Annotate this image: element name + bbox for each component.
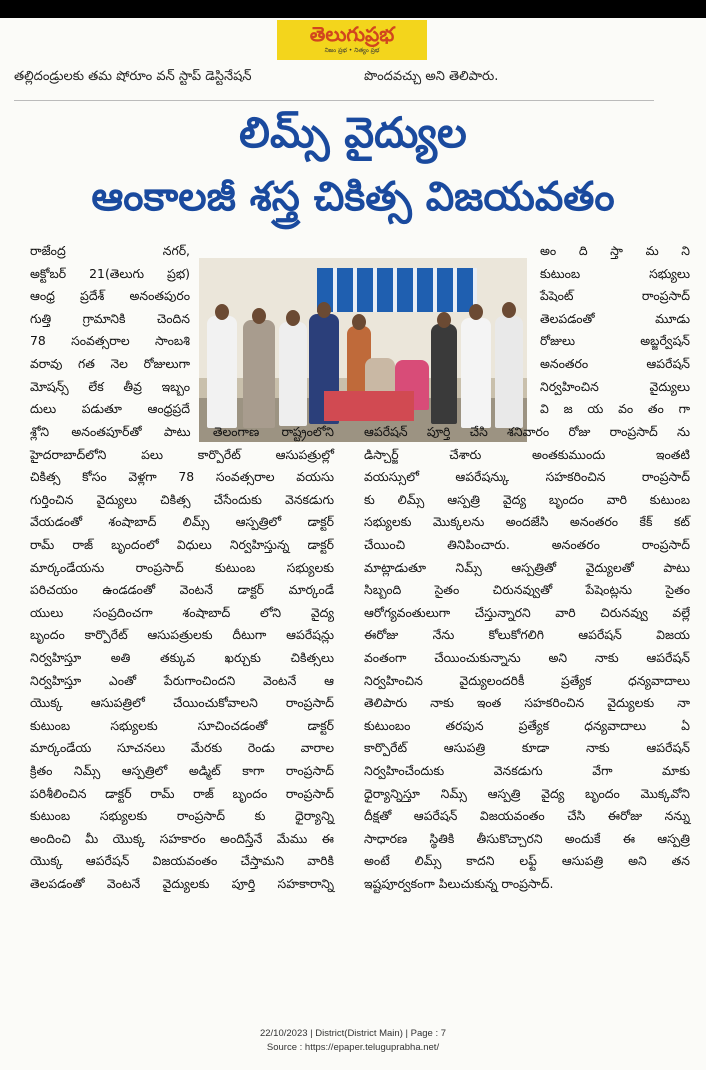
text-line: సభ్యులకు మొక్కలను అందజేసి అనంతరం కేక్ కట్: [364, 514, 690, 530]
text-line: గుర్తించిన వైద్యులు చికిత్స చేసేందుకు వెనకడుగు: [30, 491, 334, 507]
text-line: నిర్వహిస్తూ ఎంతో పేరుగాంచిందని వెంటనే ఆ: [30, 672, 334, 688]
cake-table: [324, 391, 414, 421]
text-line: డిస్చార్జ్ చేశారు అంతకుముందు ఇంతటి: [364, 446, 690, 462]
text-line: కార్పొరేట్ ఆసుపత్రి కూడా నాకు ఆపరేషన్: [364, 740, 690, 756]
text-line: కుటుంబ సభ్యులకు సూచించడంతో డాక్టర్: [30, 717, 334, 733]
text-line: తెలపడంతో వెంటనే వైద్యులకు పూర్తి సహకారాన్ని: [30, 875, 334, 891]
masthead-name: తెలుగుప్రభ: [309, 22, 395, 46]
text-line: మోషన్స్ లేక తీవ్ర ఇబ్బం: [30, 378, 190, 394]
text-line: వరావు గత నెల రోజులుగా: [30, 355, 190, 371]
text-line: మాట్లాడుతూ నిమ్స్ ఆస్పత్రితో వైద్యులతో పాటు: [364, 559, 690, 575]
text-line: బృందం కార్పొరేట్ ఆసుపత్రులకు దీటుగా ఆపరేషన్లు: [30, 627, 334, 643]
text-line: కు లిమ్స్ ఆస్పత్రి వైద్య బృందం వారి కుటుంబ: [364, 491, 690, 507]
footer-date-page: 22/10/2023 | District(District Main) | Page : 7: [259, 1028, 447, 1039]
text-line: ఈరోజు నేను కోలుకోగలిగి ఆపరేషన్ విజయ: [364, 627, 690, 643]
masthead-logo: [277, 20, 427, 60]
text-line: సాధారణ స్థితికి తీసుకొచ్చారని అందుకే ఈ ఆస్పత్రి: [364, 830, 690, 846]
text-line: నిర్వహించిన వైద్యులు: [540, 378, 690, 394]
newspaper-clipping: [0, 18, 706, 1070]
text-line: కుటుంబ సభ్యులకు రాంప్రసాద్ కు ధైర్యాన్ని: [30, 808, 334, 824]
text-line: నిర్వహిస్తూ అతి తక్కువ ఖర్చుకు చికిత్సలు: [30, 649, 334, 665]
text-line: మార్కండేయను రాంప్రసాద్ కుటుంబ సభ్యులకు: [30, 559, 334, 575]
column-bottom-right: [364, 421, 690, 895]
text-line: మార్కండేయ సూచనలు మేరకు రెండు వారాల: [30, 740, 334, 756]
text-line: అందించి మీ యొక్క సహకారం అందిస్తేనే మేము ఈ: [30, 830, 334, 846]
column-right: [540, 240, 690, 421]
text-line: తెలిపారు నాకు ఇంత సహకరించిన వైద్యులకు నా: [364, 695, 690, 711]
text-line: చేయించి తినిపించారు. అనంతరం రాంప్రసాద్: [364, 536, 690, 552]
text-line: పేషెంట్ రాంప్రసాద్: [540, 288, 690, 304]
text-line: క్రితం నిమ్స్ ఆస్పత్రిలో అడ్మిట్ కాగా రాంప్రసాద్: [30, 762, 334, 778]
text-line: హైదరాబాద్‌లోని పలు కార్పొరేట్ ఆసుపత్రుల్లో: [30, 446, 334, 462]
text-line: నిర్వహించేందుకు వెనకడుగు వేగా మాకు: [364, 762, 690, 778]
text-line: వయస్సులో ఆపరేషన్కు సహకరించిన రాంప్రసాద్: [364, 469, 690, 485]
text-line: దీక్షతో ఆపరేషన్ విజయవంతం చేసి ఈరోజు నన్ను: [364, 808, 690, 824]
text-line: యొక్క ఆసుపత్రిలో చేయించుకోవాలని రాంప్రసాద్: [30, 695, 334, 711]
text-line: ధైర్యాన్నిస్తూ నిమ్స్ ఆస్పత్రి వైద్య బృందం మొక్కవోని: [364, 785, 690, 801]
text-line: అనంతరం ఆపరేషన్: [540, 355, 690, 371]
text-line: దులు పడుతూ ఆంధ్రప్రదే: [30, 401, 190, 417]
article-photo: [199, 258, 527, 442]
text-line: యొక్క ఆపరేషన్ విజయవంతం చేస్తామని వారికి: [30, 853, 334, 869]
column-bottom-left: [30, 421, 334, 895]
text-line: వంతంగా చేయించుకున్నాను అని నాకు ఆపరేషన్: [364, 649, 690, 665]
text-line: అక్టోబర్ 21(తెలుగు ప్రభ): [30, 265, 190, 281]
text-line: 78 సంవత్సరాల సాంబశి: [30, 333, 190, 349]
masthead-tagline: నిజం ప్రభ • నిత్యం ప్రభ: [324, 47, 380, 54]
text-line: వి జ య వం తం గా: [540, 401, 690, 417]
text-line: చికిత్స కోసం వెళ్లగా 78 సంవత్సరాల వయసు: [30, 469, 334, 485]
text-line: రామ్ రాజ్ బృందంలో విధులు నిర్వహిస్తున్న డాక్టర్: [30, 536, 334, 552]
text-line: పరిశీలించిన డాక్టర్ రామ్ రాజ్ బృందం రాంప్రసాద్: [30, 785, 334, 801]
text-line: గుత్తి గ్రామానికి చెందిన: [30, 310, 190, 326]
text-line: సిబ్బంది సైతం చిరునవ్వుతో పేషెంట్లను సైతం: [364, 582, 690, 598]
footer-source-link[interactable]: Source : https://epaper.teluguprabha.net/: [266, 1042, 440, 1053]
text-line: నిర్వహించిన వైద్యులందరికీ ప్రత్యేక ధన్యవాదాలు: [364, 672, 690, 688]
text-line: ఆంధ్ర ప్రదేశ్ అనంతపురం: [30, 288, 190, 304]
text-line: పరిచయం ఉండడంతో వెంటనే డాక్టర్ మార్కండే: [30, 582, 334, 598]
hospital-banner: [317, 268, 477, 312]
text-line: కుటుంబం తరపున ప్రత్యేక ధన్యవాదాలు ఏ: [364, 717, 690, 733]
divider: [14, 100, 654, 101]
text-line: ఇష్టపూర్వకంగా పిలుచుకున్న రాంప్రసాద్.: [364, 875, 554, 891]
text-line: ఆరోగ్యవంతులుగా చేస్తున్నారని వారి చిరునవ్వు వల్లే: [364, 604, 690, 620]
text-line: తెలపడంతో మూడు: [540, 310, 690, 326]
text-line: రోజులు అబ్జర్వేషన్: [540, 333, 690, 349]
text-line: శ్లోని అనంతపూర్‌తో పాటు తెలంగాణ రాష్ట్రంలోని: [30, 424, 334, 439]
top-line-right: పొందవచ్చు అని తెలిపారు.: [364, 69, 499, 84]
text-line: కుటుంబ సభ్యులు: [540, 265, 690, 281]
text-line: రాజేంద్ర నగర్,: [30, 243, 190, 258]
column-left: [30, 240, 190, 421]
text-line: యులు సంప్రదించగా శంషాబాద్ లోని వైద్య: [30, 604, 334, 620]
text-line: అం ది స్తా మ ని: [540, 243, 690, 258]
top-line-left: తల్లిదండ్రులకు తమ షోరూం వన్ స్టాప్ డెస్టినేషన్: [14, 69, 252, 84]
text-line: ఆపరేషన్ పూర్తి చేసి శనివారం రోజు రాంప్రసాద్ ను: [364, 424, 690, 439]
headline-line1: లిమ్స్ వైద్యుల: [239, 108, 467, 157]
text-line: అంటే లిమ్స్ కాదని లఫ్ట్ ఆసుపత్రి అని తన: [364, 853, 690, 869]
headline-line2: ఆంకాలజీ శస్త్ర చికిత్స విజయవతం: [91, 174, 615, 220]
text-line: వేయడంతో శంషాబాద్ లిమ్స్ ఆస్పత్రిలో డాక్టర్: [30, 514, 334, 530]
